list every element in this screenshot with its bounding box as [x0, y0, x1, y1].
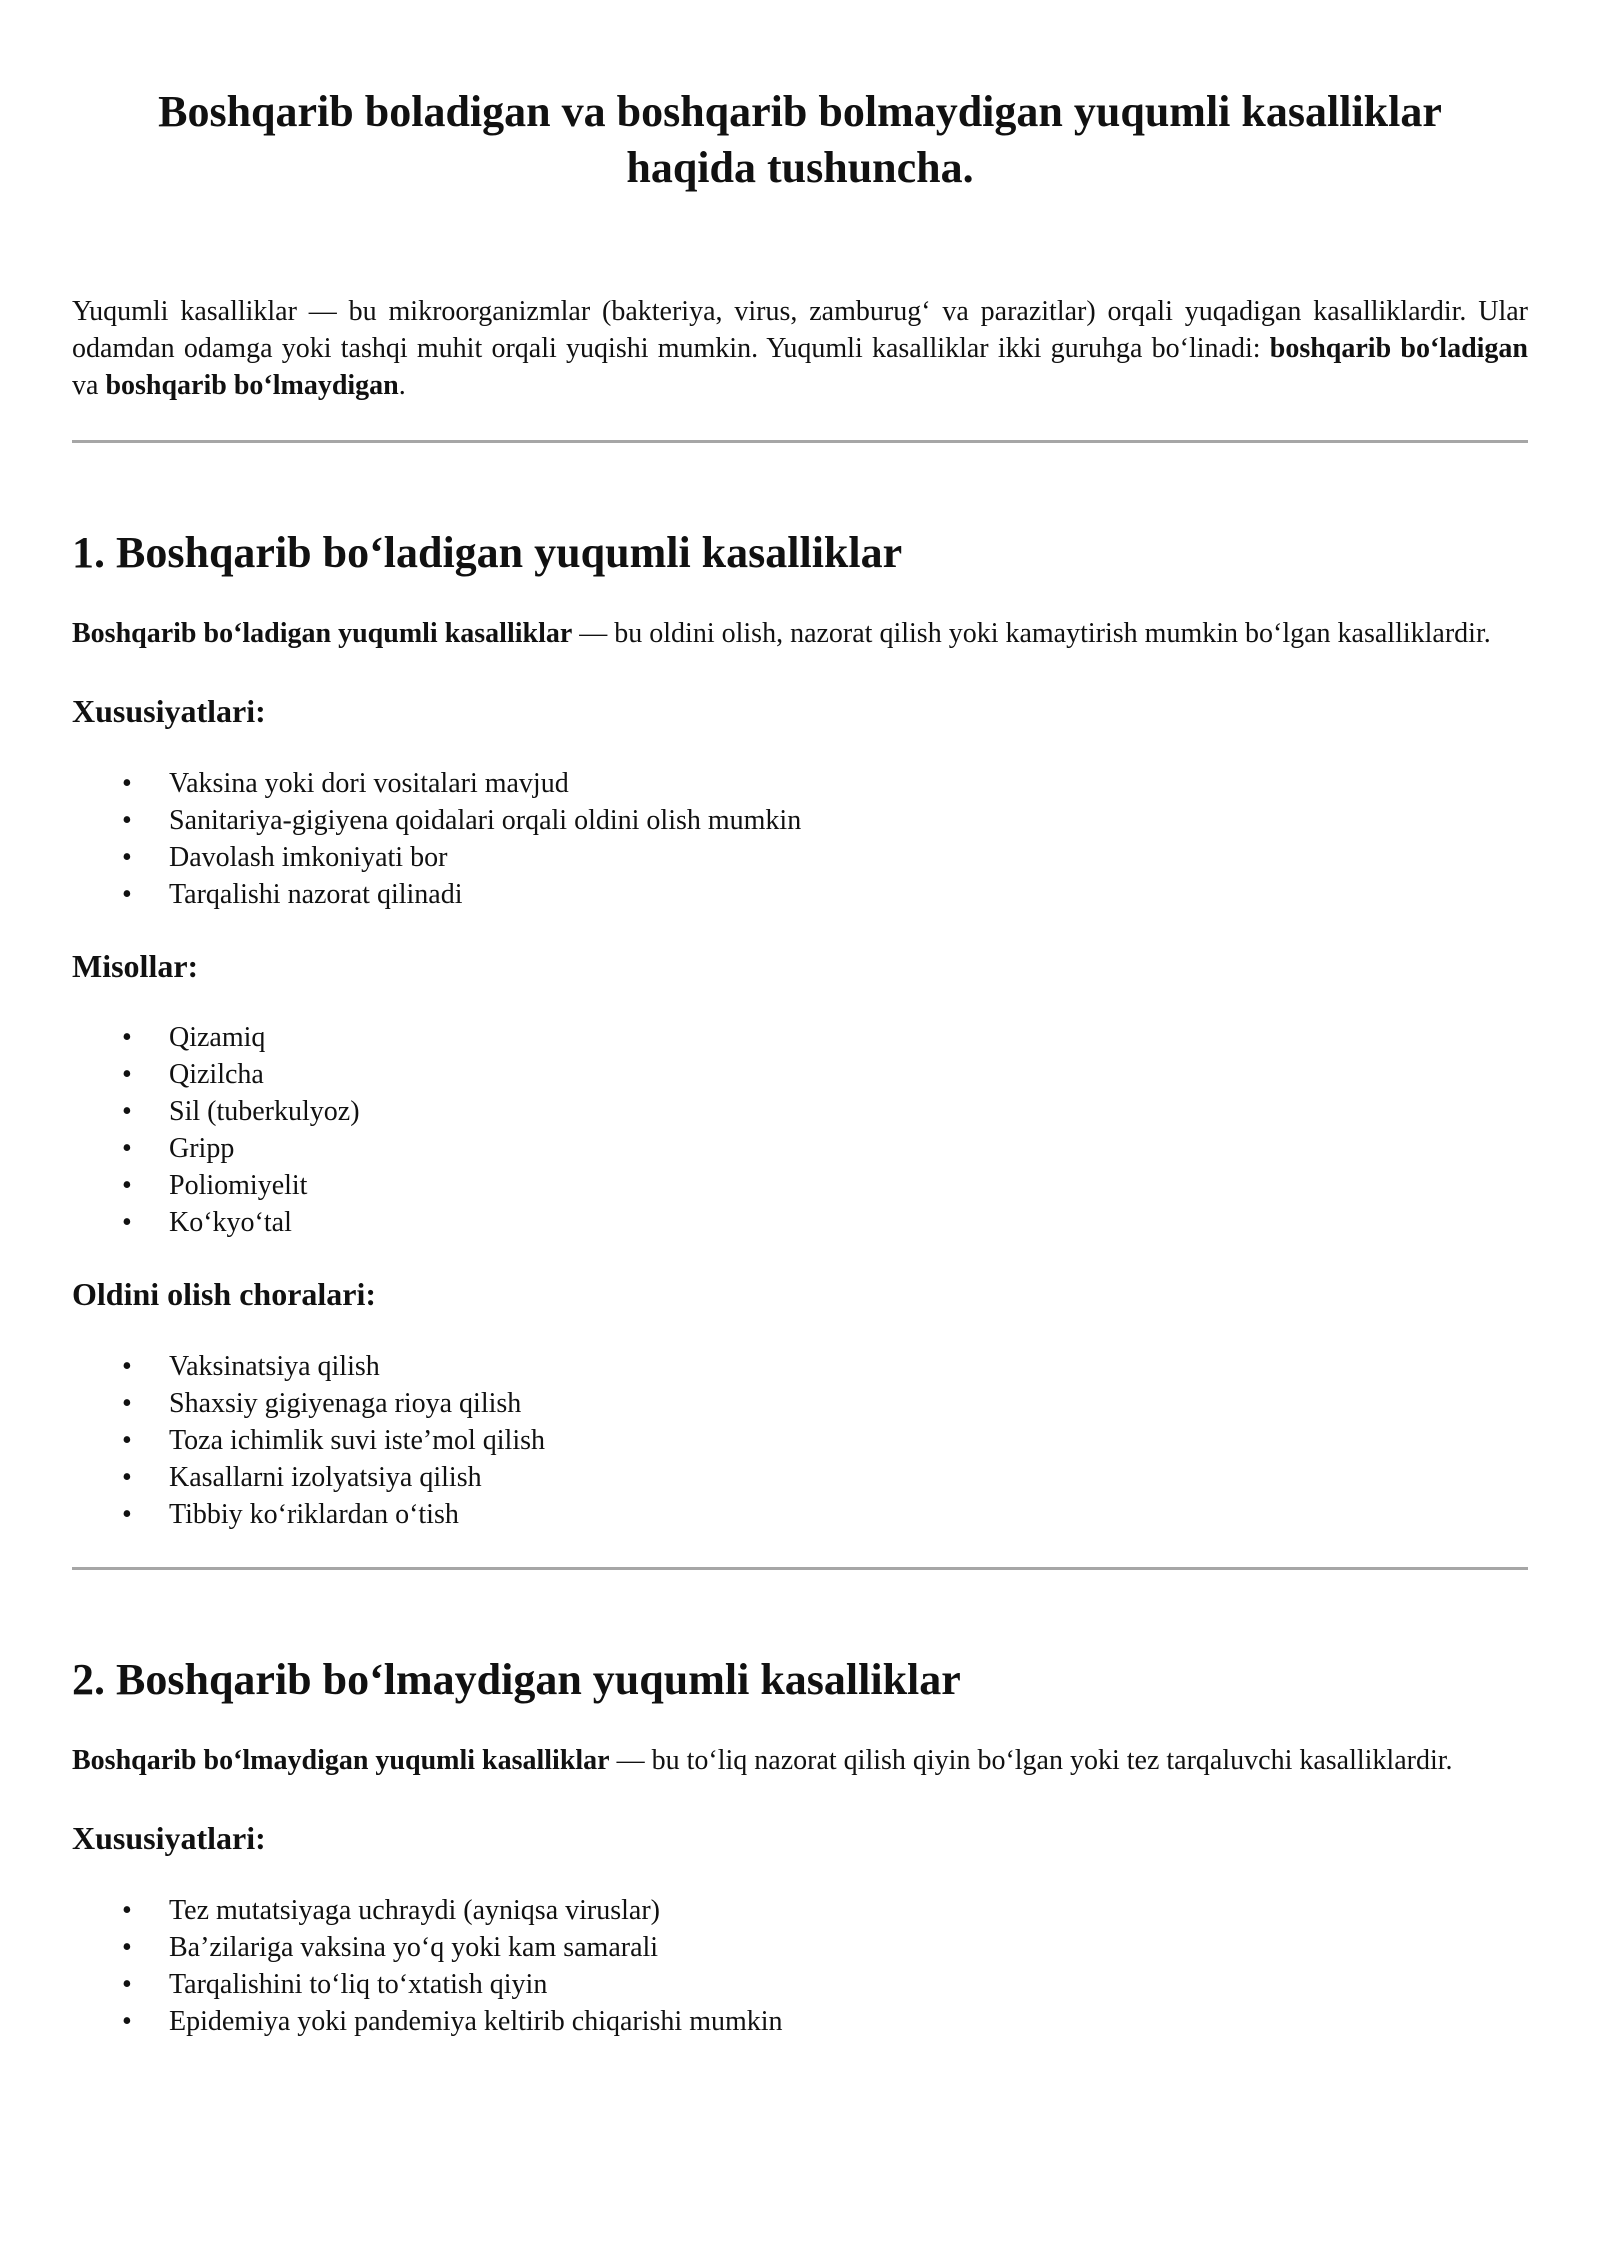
list-item — [72, 1892, 1528, 1929]
bullet-icon: • — [122, 1387, 132, 1419]
bullet-icon: • — [122, 1133, 132, 1165]
list-item-text: Epidemiya yoki pandemiya keltirib chiqarishi mumkin — [169, 2005, 783, 2037]
bullet-icon: • — [122, 1424, 132, 1456]
list-item-text: Kasallarni izolyatsiya qilish — [169, 1461, 482, 1493]
section-1-definition-text: — bu oldini olish, nazorat qilish yoki kamaytirish mumkin bo‘lgan kasalliklardir. — [572, 618, 1491, 650]
list-item-text: Qizilcha — [169, 1059, 264, 1091]
bullet-icon: • — [122, 1170, 132, 1202]
bullet-icon: • — [122, 1461, 132, 1493]
bullet-icon: • — [122, 767, 132, 799]
bullet-icon: • — [122, 804, 132, 836]
intro-text-1: Yuqumli kasalliklar — bu mikroorganizmlar (bakteriya, virus, zamburug‘ va parazitlar) orqali yuqadigan kasalliklardir. Ular odamdan odamga yoki tashqi muhit orqali yuqishi mumkin. Yuqumli kasalliklar ikki guruhga bo‘linadi: — [72, 295, 1528, 364]
intro-paragraph — [72, 293, 1528, 404]
section-1-features-heading: Xususiyatlari: — [72, 693, 266, 730]
bullet-icon: • — [122, 841, 132, 873]
section-1-prevention-heading: Oldini olish choralari: — [72, 1276, 377, 1313]
list-item — [72, 839, 1528, 876]
section-1-prevention-list — [72, 1348, 1528, 1533]
list-item — [72, 802, 1528, 839]
intro-bold-1: boshqarib bo‘ladigan — [1269, 332, 1529, 364]
list-item — [72, 1966, 1528, 2003]
section-2-definition-term: Boshqarib bo‘lmaydigan yuqumli kasalliklar — [72, 1745, 610, 1777]
list-item — [72, 1422, 1528, 1459]
list-item — [72, 1093, 1528, 1130]
section-1-definition — [72, 615, 1528, 652]
list-item-text: Qizamiq — [169, 1022, 266, 1054]
list-item — [72, 1130, 1528, 1167]
list-item — [72, 1204, 1528, 1241]
section-1-title: 1. Boshqarib bo‘ladigan yuqumli kasalliklar — [72, 527, 903, 577]
bullet-icon: • — [122, 1931, 132, 1963]
bullet-icon: • — [122, 878, 132, 910]
section-2-definition-text: — bu to‘liq nazorat qilish qiyin bo‘lgan yoki tez tarqaluvchi kasalliklardir. — [609, 1745, 1453, 1777]
list-item-text: Gripp — [169, 1133, 235, 1165]
section-divider — [72, 1567, 1528, 1570]
list-item-text: Poliomiyelit — [169, 1170, 308, 1202]
bullet-icon: • — [122, 1968, 132, 2000]
list-item — [72, 765, 1528, 802]
list-item — [72, 876, 1528, 913]
section-2-definition — [72, 1742, 1528, 1779]
list-item-text: Tibbiy ko‘riklardan o‘tish — [169, 1498, 459, 1530]
list-item — [72, 2003, 1528, 2040]
section-2-features-heading: Xususiyatlari: — [72, 1820, 266, 1857]
list-item-text: Ko‘kyo‘tal — [169, 1207, 292, 1239]
list-item-text: Sanitariya-gigiyena qoidalari orqali oldini olish mumkin — [169, 804, 802, 836]
list-item-text: Davolash imkoniyati bor — [169, 841, 448, 873]
bullet-icon: • — [122, 1022, 132, 1054]
section-1-definition-term: Boshqarib bo‘ladigan yuqumli kasalliklar — [72, 618, 573, 650]
list-item-text: Tarqalishi nazorat qilinadi — [169, 878, 463, 910]
bullet-icon: • — [122, 2005, 132, 2037]
section-1-examples-heading: Misollar: — [72, 947, 199, 984]
intro-text-2: va — [72, 369, 106, 401]
bullet-icon: • — [122, 1894, 132, 1926]
list-item — [72, 1056, 1528, 1093]
list-item-text: Sil (tuberkulyoz) — [169, 1096, 360, 1128]
bullet-icon: • — [122, 1207, 132, 1239]
list-item — [72, 1929, 1528, 1966]
list-item-text: Tez mutatsiyaga uchraydi (ayniqsa viruslar) — [169, 1894, 660, 1926]
bullet-icon: • — [122, 1350, 132, 1382]
section-2-title: 2. Boshqarib bo‘lmaydigan yuqumli kasalliklar — [72, 1654, 961, 1704]
section-2-features-list — [72, 1892, 1528, 2040]
intro-bold-2: boshqarib bo‘lmaydigan — [105, 369, 399, 401]
bullet-icon: • — [122, 1096, 132, 1128]
list-item — [72, 1459, 1528, 1496]
section-1-features-list — [72, 765, 1528, 913]
list-item-text: Ba’zilariga vaksina yo‘q yoki kam samarali — [169, 1931, 659, 1963]
document-title: Boshqarib boladigan va boshqarib bolmaydigan yuqumli kasalliklar haqida tushuncha. — [158, 87, 1442, 193]
list-item — [72, 1167, 1528, 1204]
section-1-examples-list — [72, 1019, 1528, 1241]
section-divider — [72, 440, 1528, 443]
list-item — [72, 1019, 1528, 1056]
list-item-text: Vaksinatsiya qilish — [169, 1350, 380, 1382]
list-item-text: Vaksina yoki dori vositalari mavjud — [169, 767, 569, 799]
bullet-icon: • — [122, 1498, 132, 1530]
list-item-text: Shaxsiy gigiyenaga rioya qilish — [169, 1387, 522, 1419]
list-item-text: Tarqalishini to‘liq to‘xtatish qiyin — [169, 1968, 548, 2000]
list-item-text: Toza ichimlik suvi iste’mol qilish — [169, 1424, 546, 1456]
list-item — [72, 1385, 1528, 1422]
list-item — [72, 1348, 1528, 1385]
bullet-icon: • — [122, 1059, 132, 1091]
list-item — [72, 1496, 1528, 1533]
intro-text-3: . — [398, 369, 406, 401]
